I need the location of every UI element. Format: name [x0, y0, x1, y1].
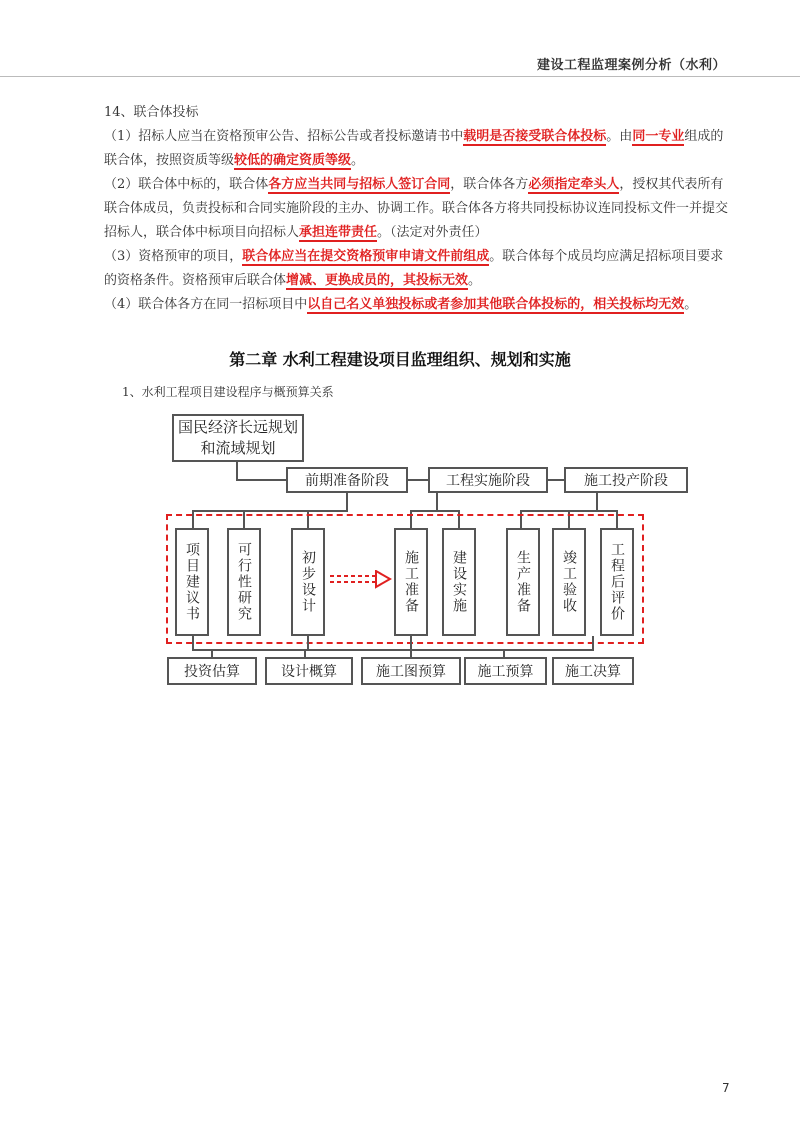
connector: [307, 636, 309, 650]
p3-text-c: 。联合体每个成员均应满足招标项目要求的资格条件。资格预审后联合体: [104, 249, 724, 288]
stage-box-implement: 工程实施阶段: [428, 467, 548, 493]
budget-design-estimate: 设计概算: [265, 657, 353, 685]
p1-text-g: 。: [351, 153, 365, 168]
p1-text-e: 组成的联合体，按照资质等级: [104, 129, 724, 168]
connector: [410, 510, 460, 512]
connector: [304, 649, 306, 657]
p3-text-e: 。: [468, 273, 482, 288]
connector: [436, 493, 438, 511]
chapter-title: 第二章 水利工程建设项目监理组织、规划和实施: [229, 350, 571, 369]
connector: [192, 510, 348, 512]
p1-highlight-b: 载明是否接受联合体投标: [463, 129, 607, 144]
connector: [596, 493, 598, 511]
p3-highlight-d: 增减、更换成员的，其投标无效: [286, 273, 469, 288]
p2-highlight-f: 承担连带责任: [299, 225, 378, 240]
p2-highlight-b: 各方应当共同与招标人签订合同: [268, 177, 451, 192]
paragraph-3: [104, 245, 734, 293]
p4-highlight-b: 以自己名义单独投标或者参加其他联合体投标的，相关投标均无效: [307, 297, 685, 312]
step-post-evaluation: [600, 528, 634, 636]
p2-text-e: ，授权其代表所有联合体成员，负责投标和合同实施阶段的主办、协调工作。联合体各方将共同投标协议连同投标文件一并提交招标人，联合体中标项目向招标人: [104, 177, 729, 240]
p1-highlight-d: 同一专业: [632, 129, 685, 144]
step-construction-impl: [442, 528, 476, 636]
p3-text-a: （3）资格预审的项目，: [104, 249, 243, 264]
step-preliminary-design: [291, 528, 325, 636]
connector: [410, 649, 412, 657]
p4-text-c: 。: [684, 297, 698, 312]
connector: [236, 462, 238, 480]
step-label: 生产准备: [515, 550, 531, 614]
budget-final-accounts: 施工决算: [552, 657, 634, 685]
stage-box-operation: 施工投产阶段: [564, 467, 688, 493]
connector: [410, 636, 412, 650]
budget-investment-estimate: 投资估算: [167, 657, 257, 685]
connector: [236, 479, 286, 481]
connector: [346, 493, 348, 511]
step-construction-prep: [394, 528, 428, 636]
p1-text-c: 。由: [606, 129, 633, 144]
step-production-prep: [506, 528, 540, 636]
p2-highlight-d: 必须指定牵头人: [528, 177, 620, 192]
section-heading: 14、联合体投标: [104, 105, 199, 120]
p1-text-a: （1）招标人应当在资格预审公告、招标公告或者投标邀请书中: [104, 129, 464, 144]
paragraph-1: [104, 125, 734, 173]
step-completion-acceptance: [552, 528, 586, 636]
subheading: 1、水利工程项目建设程序与概预算关系: [122, 385, 334, 399]
p2-text-a: （2）联合体中标的，联合体: [104, 177, 269, 192]
page-number: 7: [722, 1081, 730, 1095]
stage-box-prep: 前期准备阶段: [286, 467, 408, 493]
p2-text-c: ，联合体各方: [450, 177, 529, 192]
connector: [192, 649, 594, 651]
page-header: 建设工程监理案例分析（水利）: [536, 58, 726, 73]
step-label: 工程后评价: [609, 542, 625, 622]
step-feasibility-study: [227, 528, 261, 636]
p3-highlight-b: 联合体应当在提交资格预审申请文件前组成: [242, 249, 490, 264]
header-rule: [0, 76, 800, 77]
p4-text-a: （4）联合体各方在同一招标项目中: [104, 297, 308, 312]
step-label: 施工准备: [403, 550, 419, 614]
connector: [408, 479, 428, 481]
budget-construction-drawing: 施工图预算: [361, 657, 461, 685]
dashed-arrow-icon: [330, 570, 392, 590]
step-label: 可行性研究: [236, 542, 252, 622]
paragraph-4: [104, 293, 734, 317]
paragraph-2: [104, 173, 734, 245]
connector: [592, 636, 594, 650]
budget-construction-budget: 施工预算: [464, 657, 547, 685]
top-plan-box: 国民经济长远规划和流域规划: [172, 414, 304, 462]
connector: [548, 479, 564, 481]
p1-highlight-f: 较低的确定资质等级: [234, 153, 352, 168]
connector: [503, 649, 505, 657]
step-label: 项目建议书: [184, 542, 200, 622]
step-project-proposal: [175, 528, 209, 636]
step-label: 建设实施: [451, 550, 467, 614]
connector: [192, 636, 194, 650]
connector: [211, 649, 213, 657]
step-label: 竣工验收: [561, 550, 577, 614]
step-label: 初步设计: [300, 550, 316, 614]
p2-text-g: 。（法定对外责任）: [377, 225, 488, 240]
